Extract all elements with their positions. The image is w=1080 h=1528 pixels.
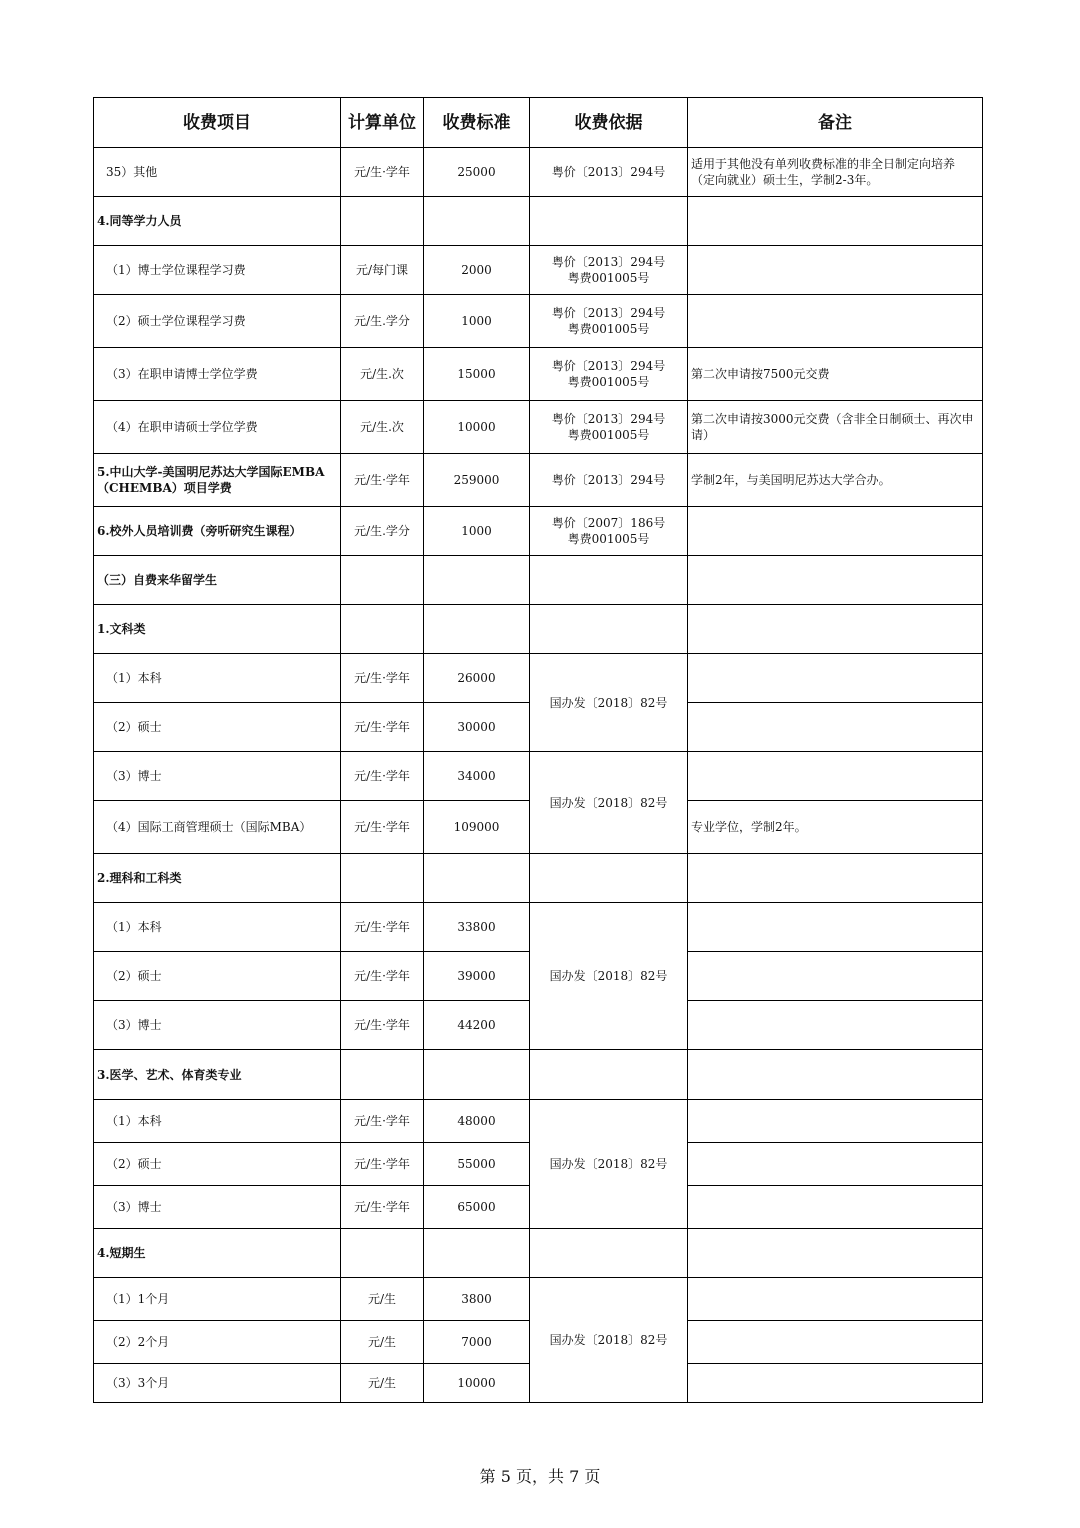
item-cell: （1）本科 <box>94 1100 341 1143</box>
item-cell: （2）硕士 <box>94 952 341 1001</box>
section-row <box>94 1050 983 1100</box>
note-cell <box>688 854 983 903</box>
basis-line: 粤价〔2013〕294号 <box>551 165 666 179</box>
section-title: 3.医学、艺术、体育类专业 <box>94 1050 341 1100</box>
unit-cell <box>341 605 424 654</box>
basis-cell: 国办发〔2018〕82号 <box>530 1278 688 1403</box>
fee-table <box>93 97 983 1403</box>
note-cell: 第二次申请按7500元交费 <box>688 348 983 401</box>
basis-cell: 国办发〔2018〕82号 <box>530 1100 688 1229</box>
basis-line: 粤价〔2013〕294号 <box>551 473 666 487</box>
standard-cell: 33800 <box>424 903 530 952</box>
note-cell <box>688 295 983 348</box>
unit-cell: 元/生·学年 <box>341 1186 424 1229</box>
standard-cell <box>424 605 530 654</box>
item-cell: 5.中山大学-美国明尼苏达大学国际EMBA（CHEMBA）项目学费 <box>94 454 341 507</box>
standard-cell: 1000 <box>424 295 530 348</box>
basis-line: 粤价〔2007〕186号 <box>551 516 666 530</box>
basis-cell <box>530 556 688 605</box>
table-row <box>94 401 983 454</box>
unit-cell <box>341 854 424 903</box>
standard-cell <box>424 1229 530 1278</box>
standard-cell <box>424 197 530 246</box>
basis-cell: 国办发〔2018〕82号 <box>530 903 688 1050</box>
note-cell <box>688 1143 983 1186</box>
section-title: 4.短期生 <box>94 1229 341 1278</box>
standard-cell: 259000 <box>424 454 530 507</box>
standard-cell: 10000 <box>424 401 530 454</box>
note-cell <box>688 507 983 556</box>
item-cell: （3）博士 <box>94 1001 341 1050</box>
item-cell: （2）硕士 <box>94 1143 341 1186</box>
unit-cell <box>341 197 424 246</box>
note-cell <box>688 654 983 703</box>
note-cell <box>688 1050 983 1100</box>
note-cell <box>688 1001 983 1050</box>
item-cell: （4）在职申请硕士学位学费 <box>94 401 341 454</box>
item-cell: （1）博士学位课程学习费 <box>94 246 341 295</box>
basis-cell <box>530 401 688 454</box>
header-row <box>94 98 983 148</box>
unit-cell: 元/生·学年 <box>341 1100 424 1143</box>
unit-cell: 元/生.学分 <box>341 295 424 348</box>
note-cell: 专业学位，学制2年。 <box>688 801 983 854</box>
basis-line: 粤价〔2013〕294号 <box>551 306 666 320</box>
standard-cell: 15000 <box>424 348 530 401</box>
basis-cell <box>530 1050 688 1100</box>
item-cell: （1）本科 <box>94 903 341 952</box>
basis-line: 粤费001005号 <box>567 322 650 336</box>
note-cell: 适用于其他没有单列收费标准的非全日制定向培养（定向就业）硕士生，学制2-3年。 <box>688 148 983 197</box>
item-cell: （3）3个月 <box>94 1364 341 1403</box>
item-cell: 35）其他 <box>94 148 341 197</box>
unit-cell: 元/生.次 <box>341 401 424 454</box>
item-cell: （2）硕士学位课程学习费 <box>94 295 341 348</box>
item-cell: （2）2个月 <box>94 1321 341 1364</box>
section-row <box>94 197 983 246</box>
unit-cell: 元/生·学年 <box>341 752 424 801</box>
standard-cell: 25000 <box>424 148 530 197</box>
table-row <box>94 148 983 197</box>
unit-cell: 元/每门课 <box>341 246 424 295</box>
unit-cell: 元/生 <box>341 1364 424 1403</box>
item-cell: （3）博士 <box>94 1186 341 1229</box>
header-item: 收费项目 <box>94 98 341 148</box>
basis-cell <box>530 854 688 903</box>
note-cell <box>688 952 983 1001</box>
table-row <box>94 903 983 952</box>
item-cell: 6.校外人员培训费（旁听研究生课程） <box>94 507 341 556</box>
basis-line: 粤费001005号 <box>567 375 650 389</box>
header-unit: 计算单位 <box>341 98 424 148</box>
standard-cell <box>424 556 530 605</box>
unit-cell <box>341 1050 424 1100</box>
standard-cell: 7000 <box>424 1321 530 1364</box>
unit-cell <box>341 1229 424 1278</box>
standard-cell: 55000 <box>424 1143 530 1186</box>
basis-cell: 国办发〔2018〕82号 <box>530 752 688 854</box>
note-cell <box>688 246 983 295</box>
table-row <box>94 295 983 348</box>
note-cell <box>688 1100 983 1143</box>
unit-cell: 元/生.次 <box>341 348 424 401</box>
standard-cell: 65000 <box>424 1186 530 1229</box>
basis-cell <box>530 197 688 246</box>
note-cell <box>688 903 983 952</box>
unit-cell: 元/生·学年 <box>341 1143 424 1186</box>
standard-cell <box>424 854 530 903</box>
table-row <box>94 246 983 295</box>
basis-line: 粤价〔2013〕294号 <box>551 359 666 373</box>
unit-cell: 元/生.学分 <box>341 507 424 556</box>
standard-cell: 26000 <box>424 654 530 703</box>
note-cell <box>688 605 983 654</box>
basis-cell <box>530 605 688 654</box>
basis-cell <box>530 454 688 507</box>
standard-cell: 48000 <box>424 1100 530 1143</box>
note-cell <box>688 197 983 246</box>
unit-cell: 元/生·学年 <box>341 903 424 952</box>
table-row <box>94 454 983 507</box>
standard-cell: 30000 <box>424 703 530 752</box>
header-standard: 收费标准 <box>424 98 530 148</box>
standard-cell: 34000 <box>424 752 530 801</box>
table-row <box>94 654 983 703</box>
header-note: 备注 <box>688 98 983 148</box>
standard-cell: 3800 <box>424 1278 530 1321</box>
note-cell: 学制2年，与美国明尼苏达大学合办。 <box>688 454 983 507</box>
standard-cell: 39000 <box>424 952 530 1001</box>
note-cell <box>688 1364 983 1403</box>
basis-cell: 国办发〔2018〕82号 <box>530 654 688 752</box>
unit-cell <box>341 556 424 605</box>
header-basis: 收费依据 <box>530 98 688 148</box>
standard-cell: 109000 <box>424 801 530 854</box>
basis-cell <box>530 148 688 197</box>
unit-cell: 元/生·学年 <box>341 952 424 1001</box>
item-cell: （2）硕士 <box>94 703 341 752</box>
note-cell <box>688 703 983 752</box>
item-cell: （4）国际工商管理硕士（国际MBA） <box>94 801 341 854</box>
section-title: 1.文科类 <box>94 605 341 654</box>
standard-cell <box>424 1050 530 1100</box>
table-row <box>94 348 983 401</box>
table-row <box>94 1100 983 1143</box>
section-row <box>94 1229 983 1278</box>
note-cell <box>688 1278 983 1321</box>
unit-cell: 元/生·学年 <box>341 801 424 854</box>
basis-cell <box>530 1229 688 1278</box>
item-cell: （1）本科 <box>94 654 341 703</box>
unit-cell: 元/生·学年 <box>341 148 424 197</box>
standard-cell: 1000 <box>424 507 530 556</box>
note-cell <box>688 1186 983 1229</box>
note-cell <box>688 752 983 801</box>
basis-line: 粤费001005号 <box>567 271 650 285</box>
section-row <box>94 854 983 903</box>
standard-cell: 10000 <box>424 1364 530 1403</box>
note-cell <box>688 556 983 605</box>
note-cell <box>688 1321 983 1364</box>
section-row <box>94 556 983 605</box>
item-cell: （3）博士 <box>94 752 341 801</box>
unit-cell: 元/生 <box>341 1321 424 1364</box>
unit-cell: 元/生·学年 <box>341 454 424 507</box>
basis-line: 粤价〔2013〕294号 <box>551 255 666 269</box>
note-cell: 第二次申请按3000元交费（含非全日制硕士、再次申请） <box>688 401 983 454</box>
section-title: 4.同等学力人员 <box>94 197 341 246</box>
section-title: （三）自费来华留学生 <box>94 556 341 605</box>
item-cell: （1）1个月 <box>94 1278 341 1321</box>
unit-cell: 元/生·学年 <box>341 1001 424 1050</box>
page-footer: 第 5 页，共 7 页 <box>479 1467 601 1486</box>
basis-cell <box>530 507 688 556</box>
item-cell: （3）在职申请博士学位学费 <box>94 348 341 401</box>
unit-cell: 元/生·学年 <box>341 654 424 703</box>
basis-cell <box>530 246 688 295</box>
basis-cell <box>530 295 688 348</box>
section-title: 2.理科和工科类 <box>94 854 341 903</box>
basis-line: 粤价〔2013〕294号 <box>551 412 666 426</box>
table-row <box>94 507 983 556</box>
basis-cell <box>530 348 688 401</box>
table-row <box>94 1278 983 1321</box>
unit-cell: 元/生·学年 <box>341 703 424 752</box>
basis-line: 粤费001005号 <box>567 532 650 546</box>
standard-cell: 44200 <box>424 1001 530 1050</box>
unit-cell: 元/生 <box>341 1278 424 1321</box>
basis-line: 粤费001005号 <box>567 428 650 442</box>
note-cell <box>688 1229 983 1278</box>
table-row <box>94 752 983 801</box>
section-row <box>94 605 983 654</box>
standard-cell: 2000 <box>424 246 530 295</box>
